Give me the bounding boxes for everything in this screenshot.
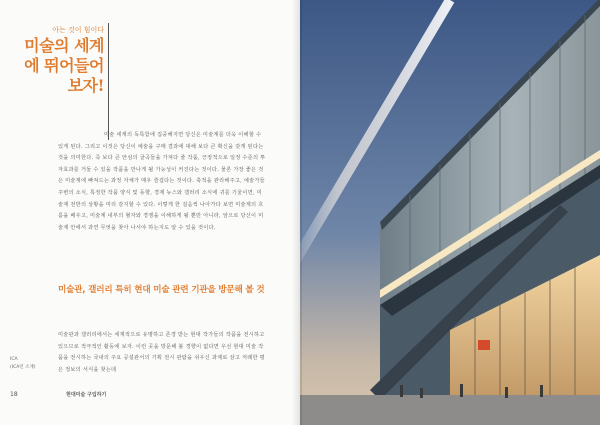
caption-title: ICA — [10, 357, 18, 362]
section-heading: 미술관, 갤러리 특히 현대 미술 관련 기관을 방문해 볼 것 — [58, 285, 265, 295]
book-gutter — [292, 0, 302, 425]
chapter-title: 미술의 세계에 뛰어들어 보자! — [24, 36, 104, 95]
section-paragraph: 미술관과 갤러리에서는 세계적으로 유명하고 존경 받는 현대 작가들의 작품을 전시하고 있으므로 적극적인 활동에 보자. 이런 곳을 방문해 볼 경향이 없다면 우선 현대 미술 작품을 전시하는 국내의 주요 공설관서의 기획 전시 관람을 쉬우신 과제로 삼고 저래한 평은 정보의 서식을 찾는데 — [58, 332, 265, 373]
building-photo — [300, 0, 600, 425]
photo-caption — [10, 356, 36, 372]
plaza-ground — [300, 395, 600, 425]
right-page — [300, 0, 600, 425]
lobby-sign — [478, 340, 490, 350]
page-footer — [10, 391, 290, 401]
intro-text: 미술 세계의 독특함에 집중해지면 당신은 미술계를 더욱 이해할 수 있게 된다. 그리고 이것은 당신이 예술을 구매 결과에 대해 보다 큰 확신을 갖게 된다는 것을 의미한다. 즉 보다 큰 안심의 굴곡들을 가져다 줄 작품, 긍정적으로 일정 수준의 투자효과를 거둘 수 있을 작품을 만나게 될 가능성이 커진다는 것이다. 물론 가장 좋은 것은 미술계에 빠져드는 과정 자체가 매우 즐겁다는 것이다. 축적을 관리해주고, 예술가들 주변의 소식, 특정한 작품 양식 및 동향, 경제 뉴스와 갤러리 소식에 귀를 기울이면, 미술계 전반의 상황을 미리 감지할 수 있다. 이렇게 한 걸음씩 나아가다 보면 미술계의 흐름을 배우고, 미술계 내부의 혈자와 경쟁을 이해하게 될 뿐만 아니라, 앞으로 당신이 미술계 안에서 과연 무엇을 찾아 나서야 하는지도 알 수 있을 것이다. — [58, 132, 266, 231]
page-number: 18 — [10, 391, 18, 398]
intro-paragraph — [58, 130, 266, 234]
running-footer-title: 현대미술 구입하기 — [66, 392, 107, 398]
chapter-subtitle: 아는 것이 힘이다 — [52, 26, 104, 34]
caption-location: (ICA런 소재) — [10, 365, 36, 370]
title-divider — [108, 23, 109, 140]
